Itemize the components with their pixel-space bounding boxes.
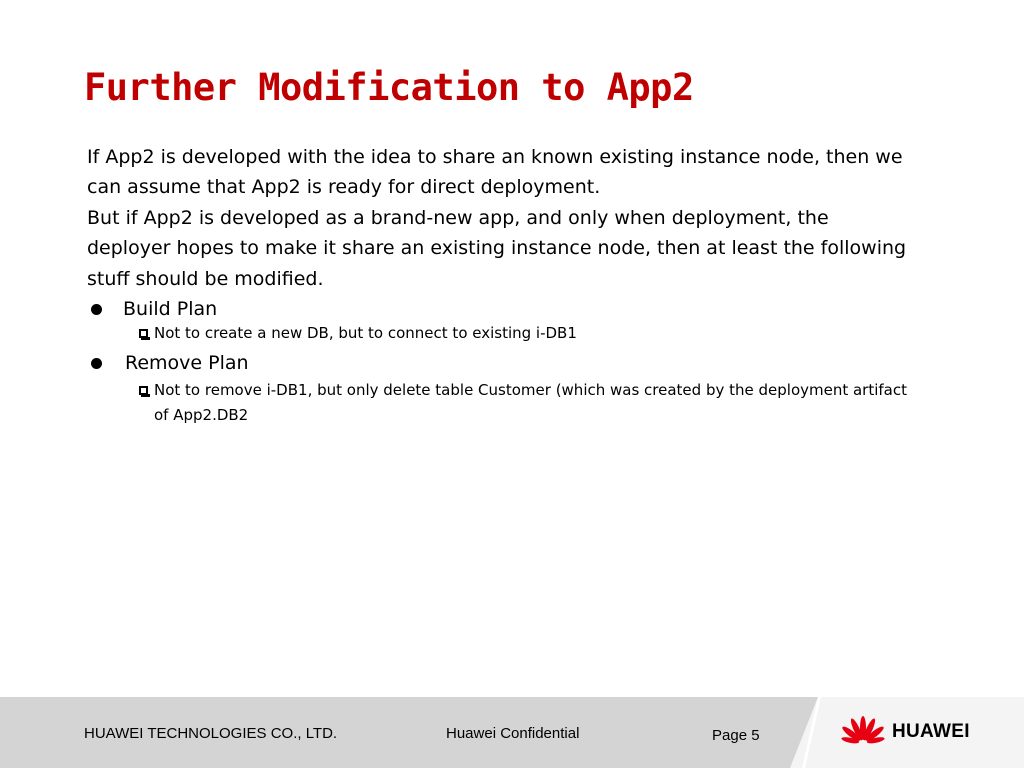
paragraph-2: But if App2 is developed as a brand-new app, and only when deployment, the deployer hopes to make it share an existing instance node, then at least the following stuff should be modified. [87,206,907,290]
slide-title: Further Modification to App2 [84,66,694,109]
bullet-label: Remove Plan [125,352,249,375]
sub-bullet-text: Not to remove i-DB1, but only delete table Customer (which was created by the deployment artifact of App2.DB2 [154,380,908,424]
footer-company: HUAWEI TECHNOLOGIES CO., LTD. [84,725,338,742]
slide-footer [0,697,1024,768]
huawei-logo-text: HUAWEI [892,721,970,742]
bullet-dot-icon [91,358,102,369]
bullet-dot-icon [91,304,102,315]
sub-bullet-remove-plan [139,378,917,428]
paragraph-1: If App2 is developed with the idea to share an known existing instance node, then we can assume that App2 is ready for direct deployment. [87,146,903,199]
square-bullet-icon [139,386,148,395]
footer-page-number: Page 5 [712,727,760,744]
sub-bullet-build-plan [139,321,917,346]
bullet-label: Build Plan [123,298,218,321]
slide-body [87,142,917,428]
huawei-flower-icon [838,715,888,749]
huawei-logo [838,715,970,749]
footer-confidential: Huawei Confidential [446,725,580,742]
square-bullet-icon [139,329,148,338]
sub-bullet-text: Not to create a new DB, but to connect to existing i-DB1 [154,324,577,343]
bullet-remove-plan [87,348,917,378]
bullet-build-plan [87,294,917,324]
